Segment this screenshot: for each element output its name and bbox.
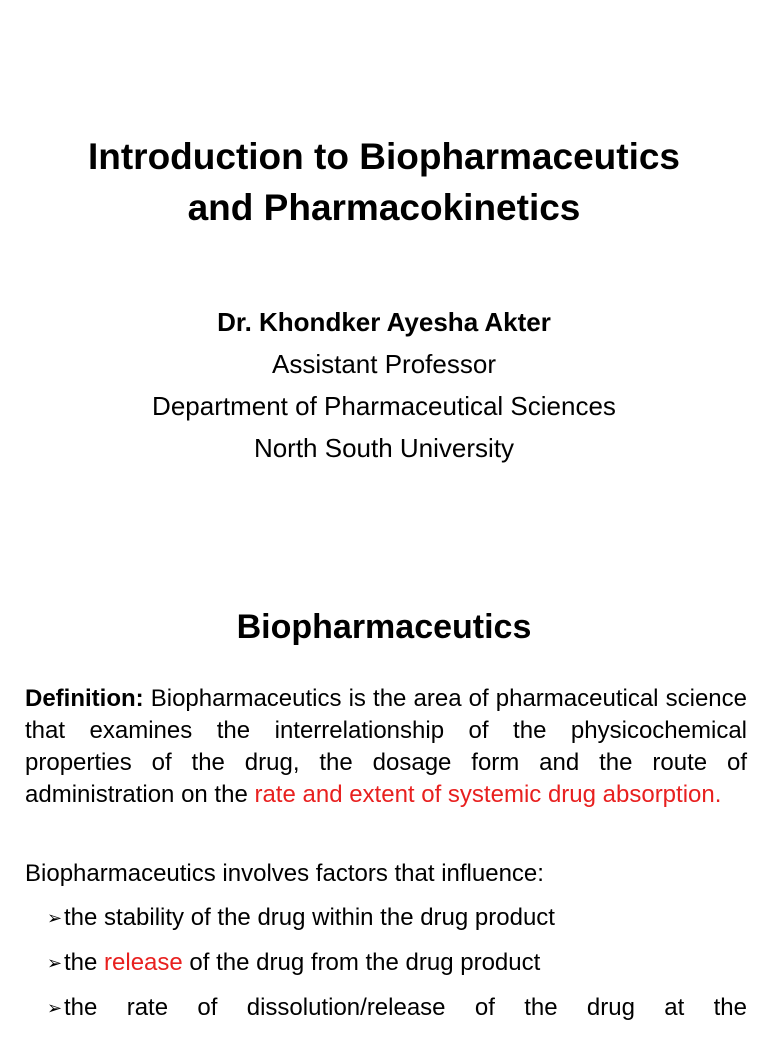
list-item (47, 947, 747, 992)
author-name: Dr. Khondker Ayesha Akter (217, 307, 551, 337)
involves-text: Biopharmaceutics involves factors that influence: (25, 860, 544, 887)
definition-paragraph (25, 683, 747, 811)
content-slide (0, 520, 768, 1024)
arrow-bullet-icon: ➢ (47, 998, 63, 1018)
author-info (0, 301, 768, 469)
bullet-text-after: of the drug from the drug product (182, 949, 541, 976)
author-university: North South University (253, 433, 515, 463)
arrow-bullet-icon: ➢ (47, 953, 63, 973)
title-line-2: and Pharmacokinetics (187, 187, 581, 228)
bullet-highlight: release (104, 949, 183, 976)
list-item (47, 992, 747, 1037)
arrow-bullet-icon: ➢ (47, 908, 63, 928)
section-heading: Biopharmaceutics (236, 608, 532, 646)
list-item (47, 902, 747, 947)
bullet-text: the rate of dissolution/release of the drug at the (64, 994, 747, 1021)
title-line-1: Introduction to Biopharmaceutics (87, 136, 681, 177)
definition-label: Definition: (25, 685, 144, 712)
definition-highlight: rate and extent of systemic drug absorption. (254, 781, 722, 808)
definition-text: Biopharmaceutics is the area of pharmaceutical science that examines the interrelationship of the physicochemical properties of the drug, the dosage form and the route of administration on the (25, 685, 747, 808)
factor-list (47, 902, 747, 1037)
author-department: Department of Pharmaceutical Sciences (152, 391, 616, 421)
bullet-text: the stability of the drug within the drug product (64, 904, 555, 931)
slide-title (0, 131, 768, 233)
bullet-text-before: the (64, 949, 105, 976)
author-position: Assistant Professor (272, 349, 496, 379)
